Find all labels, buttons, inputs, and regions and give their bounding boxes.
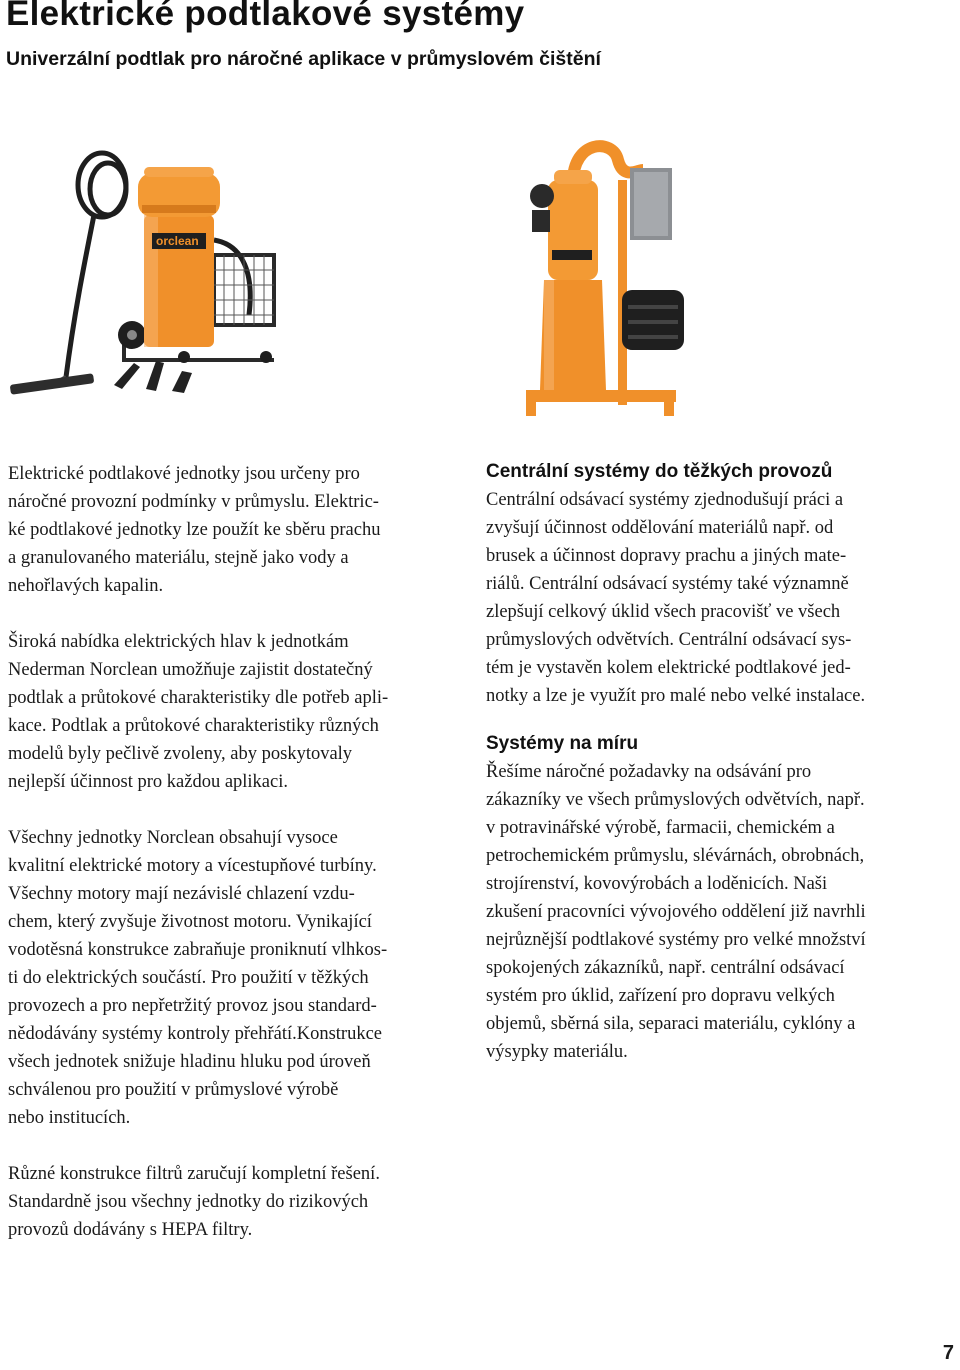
page-number: 7 bbox=[942, 1342, 954, 1364]
central-systems-paragraph: Centrální odsávací systémy zjednodušují práci a zvyšují účinnost oddělování materiálů např. od brusek a účinnost dopravy prachu a jiných mate- riálů. Centrální odsávací systémy také významně zlepšují celkový úklid všech pracovišť ve všech průmyslových odvětvích. Centrální odsávací sys- tém je vystavěn kolem elektrické podtlakové jed- notky a lze je využít pro malé nebo velké instalace. bbox=[486, 490, 866, 706]
custom-systems-paragraph: Řešíme náročné požadavky na odsávání pro zákazníky ve všech průmyslových odvětvích, např. v potravinářské výrobě, farmacii, chemickém a petrochemickém průmyslu, slévárnách, obrobnách, strojírenství, kovovýrobách a loděnicích. Naši zkušení pracovníci vývojového oddělení již navrhli nejrůznější podtlakové systémy pro velké množství spokojených zákazníků, např. centrální odsávací systém pro úklid, zařízení pro dopravu velkých objemů, sběrná sila, separaci materiálu, cyklóny a výsypky materiálu. bbox=[486, 762, 866, 1062]
right-column bbox=[486, 458, 926, 1066]
central-systems-heading: Centrální systémy do těžkých provozů bbox=[486, 461, 833, 482]
brand-label: orclean bbox=[156, 234, 199, 248]
intro-paragraph: Elektrické podtlakové jednotky jsou určeny pro náročné provozní podmínky v průmyslu. Elektric- ké podtlakové jednotky lze použít ke sběru prachu a granulovaného materiálu, stejně jako vody a nehořlavých kapalin. bbox=[8, 464, 381, 596]
filters-paragraph: Různé konstrukce filtrů zaručují kompletní řešení. Standardně jsou všechny jednotky do rizikových provozů dodávány s HEPA filtry. bbox=[8, 1164, 380, 1240]
page-subtitle: Univerzální podtlak pro náročné aplikace v průmyslovém čištění bbox=[6, 48, 601, 70]
heads-paragraph: Široká nabídka elektrických hlav k jednotkám Nederman Norclean umožňuje zajistit dostatečný podtlak a průtokové charakteristiky dle potřeb apli- kace. Podtlak a průtokové charakteristiky různých modelů byly pečlivě zvoleny, aby poskytovaly nejlepší účinnost pro každou aplikaci. bbox=[8, 632, 389, 792]
custom-systems-heading: Systémy na míru bbox=[486, 733, 639, 754]
motors-paragraph: Všechny jednotky Norclean obsahují vysoce kvalitní elektrické motory a vícestupňové turbíny. Všechny motory mají nezávislé chlazení vzdu- chem, který zvyšuje životnost motoru. Vynikající vodotěsná konstrukce zabraňuje proniknutí vlhkos- ti do elektrických součástí. Pro použití v těžkých provozech a pro nepřetržitý provoz jsou standard- nědodávány systémy kontroly přehřátí.Konstrukce všech jednotek snižuje hladinu hluku pod úroveň schválenou pro použití v průmyslové výrobě nebo institucích. bbox=[8, 828, 388, 1128]
left-column bbox=[8, 460, 448, 1244]
central-system-image bbox=[518, 140, 698, 425]
mobile-vacuum-image bbox=[4, 145, 304, 405]
page-title: Elektrické podtlakové systémy bbox=[6, 0, 525, 33]
